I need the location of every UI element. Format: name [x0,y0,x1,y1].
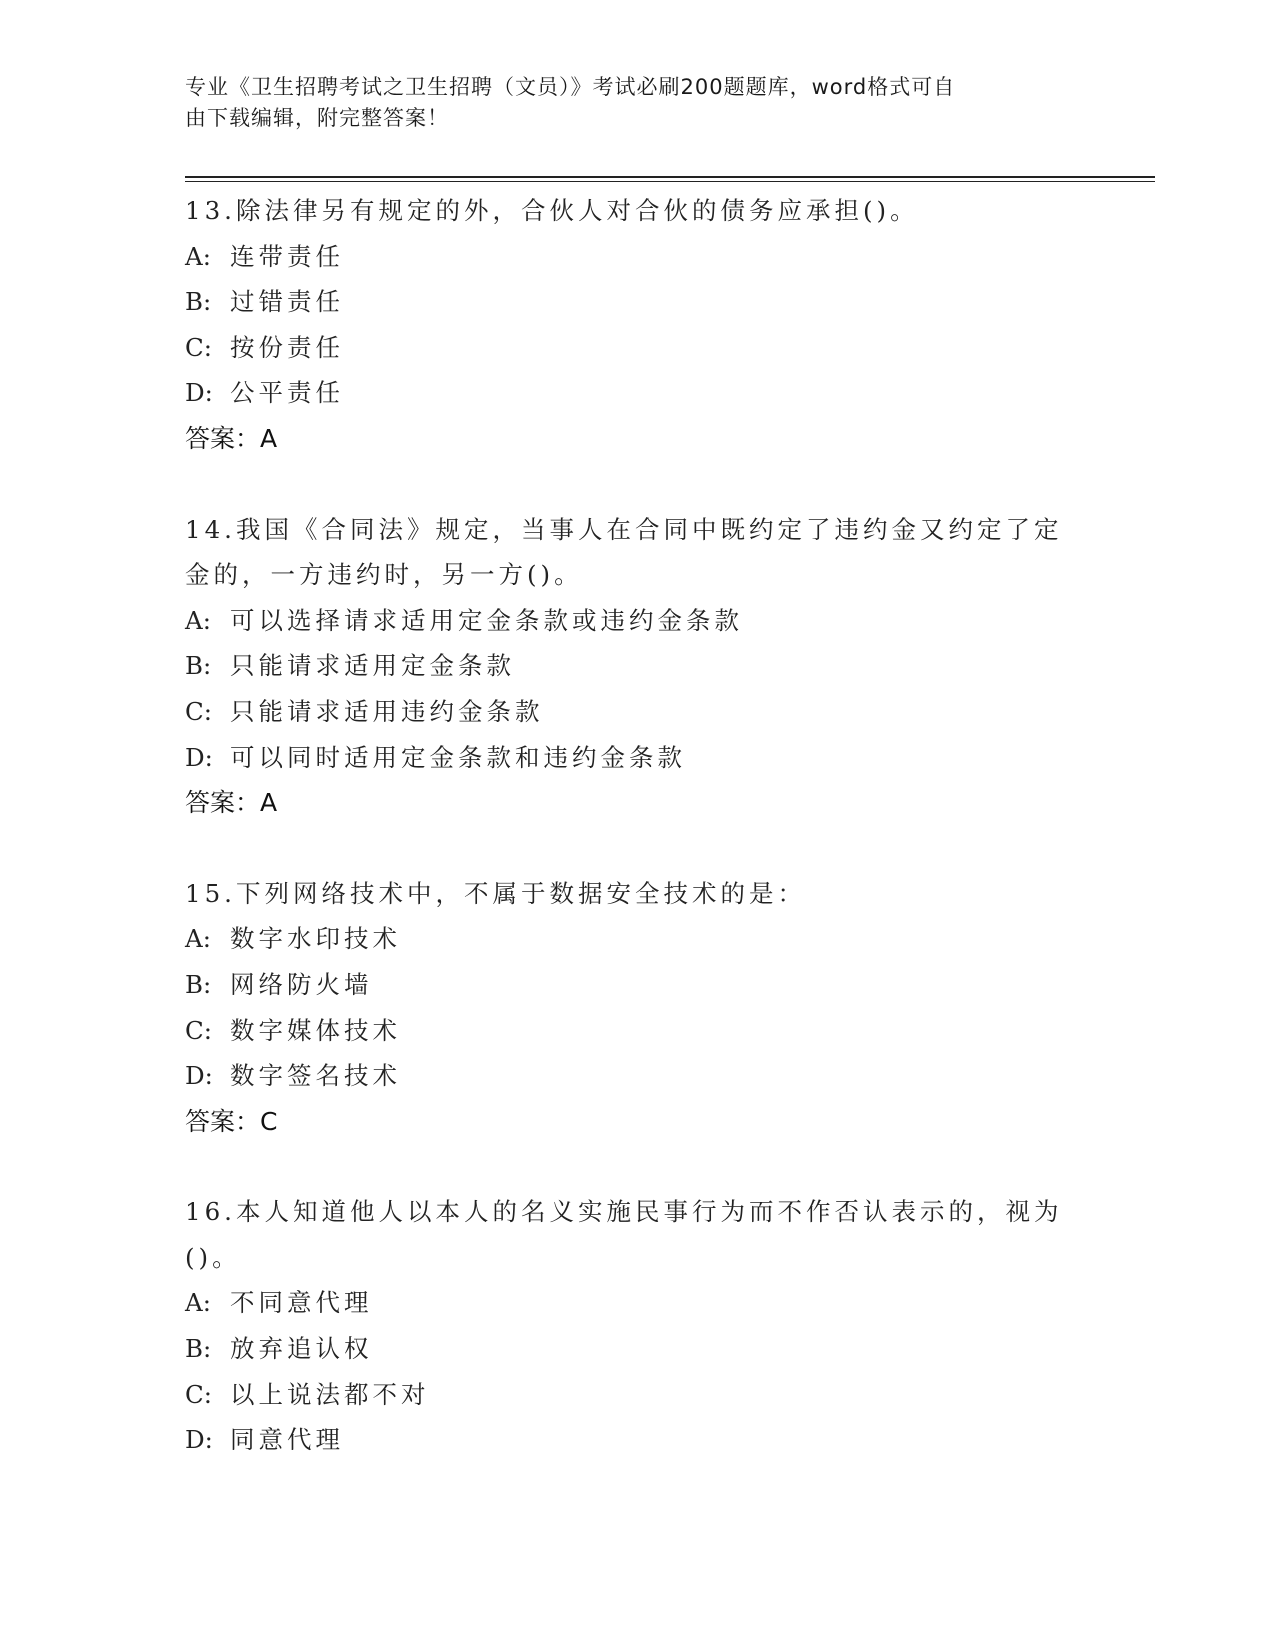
option-letter: C: [185,1379,213,1409]
answer-option [185,643,1085,689]
document-header [185,72,1075,134]
option-text: 公平责任 [230,378,344,408]
question-spacer [185,462,1085,507]
question-stem-line: 16.本人知道他人以本人的名义实施民事行为而不作否认表示的，视为 [185,1197,1063,1227]
option-letter: C: [185,696,213,726]
answer-option [185,234,1085,280]
question-spacer [185,1144,1085,1189]
option-text: 按份责任 [230,332,344,362]
option-text: 过错责任 [230,287,344,317]
answer-option [185,325,1085,371]
question-block [185,1189,1085,1463]
answer-option [185,1417,1085,1463]
answer-key: 答案：A [185,788,278,818]
option-text: 不同意代理 [230,1288,373,1318]
option-letter: A: [185,1288,211,1318]
option-letter: D: [185,742,213,772]
answer-option [185,1280,1085,1326]
answer-option [185,598,1085,644]
option-letter: B: [185,1334,212,1364]
question-stem-line: ()。 [185,1242,241,1272]
question-block [185,188,1085,462]
answer-option [185,735,1085,781]
question-stem-line: 15.下列网络技术中，不属于数据安全技术的是： [185,878,806,908]
question-stem-line: 金的，一方违约时，另一方()。 [185,560,583,590]
option-text: 放弃追认权 [230,1334,373,1364]
answer-option [185,370,1085,416]
question-spacer [185,826,1085,871]
option-letter: A: [185,241,211,271]
answer-key: 答案：A [185,423,278,453]
option-text: 网络防火墙 [230,969,373,999]
option-text: 同意代理 [230,1425,344,1455]
answer-option [185,1326,1085,1372]
answer-option [185,1372,1085,1418]
question-block [185,507,1085,826]
option-text: 数字媒体技术 [230,1015,401,1045]
option-letter: A: [185,605,211,635]
question-block [185,871,1085,1145]
option-text: 可以选择请求适用定金条款或违约金条款 [230,605,743,635]
option-letter: C: [185,1015,213,1045]
question-stem-line: 14.我国《合同法》规定，当事人在合同中既约定了违约金又约定了定 [185,514,1063,544]
answer-option [185,1008,1085,1054]
option-letter: B: [185,969,212,999]
option-letter: D: [185,1425,213,1455]
answer-option [185,962,1085,1008]
option-letter: B: [185,287,212,317]
option-text: 数字水印技术 [230,924,401,954]
option-text: 只能请求适用定金条款 [230,651,515,681]
option-letter: C: [185,332,213,362]
question-list [185,188,1085,1463]
option-text: 可以同时适用定金条款和违约金条款 [230,742,686,772]
option-text: 只能请求适用违约金条款 [230,696,544,726]
option-letter: D: [185,378,213,408]
answer-option [185,689,1085,735]
option-text: 数字签名技术 [230,1061,401,1091]
divider-line-thick [185,176,1155,178]
answer-key: 答案：C [185,1106,278,1136]
answer-option [185,916,1085,962]
option-text: 以上说法都不对 [230,1379,430,1409]
answer-option [185,1053,1085,1099]
option-letter: A: [185,924,211,954]
divider-line-thin [185,181,1155,182]
header-divider [185,176,1155,184]
option-letter: D: [185,1061,213,1091]
answer-option [185,279,1085,325]
option-text: 连带责任 [230,241,344,271]
question-stem-line: 13.除法律另有规定的外，合伙人对合伙的债务应承担()。 [185,196,919,225]
header-line-2: 由下载编辑，附完整答案！ [185,106,449,130]
option-letter: B: [185,651,212,681]
header-line-1: 专业《卫生招聘考试之卫生招聘（文员）》考试必刷200题题库，word格式可自 [185,75,956,99]
